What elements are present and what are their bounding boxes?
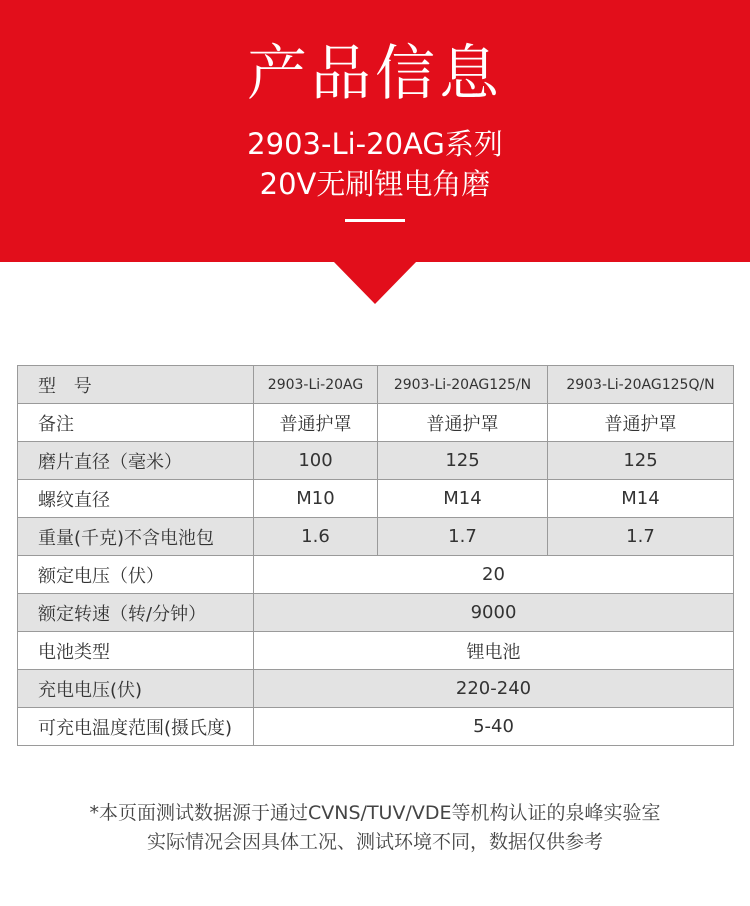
table-row xyxy=(18,670,734,708)
row-label: 充电电压(伏) xyxy=(18,670,254,708)
table-cell: 1.6 xyxy=(254,518,378,556)
table-row xyxy=(18,594,734,632)
model-cell: 2903-Li-20AG125Q/N xyxy=(548,366,734,404)
title-divider xyxy=(345,219,405,222)
table-cell: 125 xyxy=(548,442,734,480)
table-cell: 1.7 xyxy=(378,518,548,556)
table-row xyxy=(18,442,734,480)
table-cell: 5-40 xyxy=(254,708,734,746)
table-row xyxy=(18,556,734,594)
table-row xyxy=(18,518,734,556)
table-row xyxy=(18,632,734,670)
spec-table xyxy=(17,365,734,746)
row-label: 可充电温度范围(摄氏度) xyxy=(18,708,254,746)
model-cell: 2903-Li-20AG xyxy=(254,366,378,404)
table-cell: 锂电池 xyxy=(254,632,734,670)
banner-notch xyxy=(333,261,417,304)
table-cell: 220-240 xyxy=(254,670,734,708)
row-label: 额定转速（转/分钟） xyxy=(18,594,254,632)
table-cell: M14 xyxy=(548,480,734,518)
model-header-label: 型 号 xyxy=(18,366,254,404)
product-series: 2903-Li-20AG系列 xyxy=(247,127,503,161)
table-cell: 9000 xyxy=(254,594,734,632)
table-row xyxy=(18,480,734,518)
table-cell: 1.7 xyxy=(548,518,734,556)
table-cell: 20 xyxy=(254,556,734,594)
row-label: 重量(千克)不含电池包 xyxy=(18,518,254,556)
row-label: 备注 xyxy=(18,404,254,442)
table-header-row xyxy=(18,366,734,404)
table-cell: 普通护罩 xyxy=(548,404,734,442)
table-row xyxy=(18,708,734,746)
table-cell: M10 xyxy=(254,480,378,518)
product-name: 20V无刷锂电角磨 xyxy=(259,167,491,201)
table-cell: 125 xyxy=(378,442,548,480)
table-cell: 普通护罩 xyxy=(254,404,378,442)
table-cell: M14 xyxy=(378,480,548,518)
table-row xyxy=(18,404,734,442)
row-label: 电池类型 xyxy=(18,632,254,670)
table-cell: 100 xyxy=(254,442,378,480)
table-cell: 普通护罩 xyxy=(378,404,548,442)
model-cell: 2903-Li-20AG125/N xyxy=(378,366,548,404)
footnote-line: *本页面测试数据源于通过CVNS/TUV/VDE等机构认证的泉峰实验室 xyxy=(89,802,661,824)
row-label: 螺纹直径 xyxy=(18,480,254,518)
page-title: 产品信息 xyxy=(247,39,503,109)
row-label: 磨片直径（毫米） xyxy=(18,442,254,480)
row-label: 额定电压（伏） xyxy=(18,556,254,594)
footnote-line: 实际情况会因具体工况、测试环境不同，数据仅供参考 xyxy=(146,831,603,853)
